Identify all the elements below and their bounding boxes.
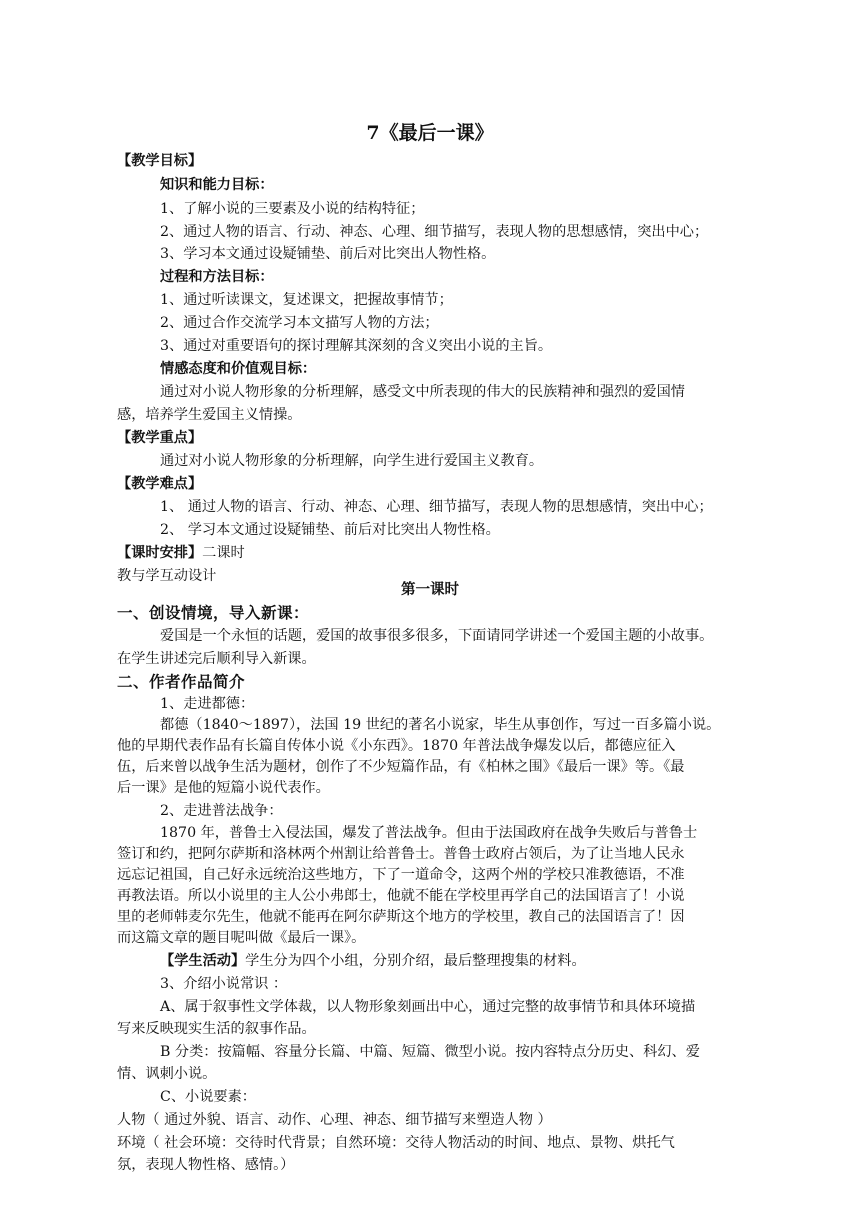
schedule-text: 二课时 <box>202 545 245 561</box>
war-line: 1870 年，普鲁士入侵法国，爆发了普法战争。但由于法国政府在战争失败后与普鲁士 <box>160 825 698 841</box>
emotion-heading: 情感态度和价值观目标： <box>160 361 317 377</box>
author-line: 伍，后来曾以战争生活为题材，创作了不少短篇作品，有《柏林之围》《最后一课》等。《最 <box>117 759 685 775</box>
schedule-heading: 【课时安排】 <box>117 545 203 561</box>
novel-b-line: B 分类：按篇幅、容量分长篇、中篇、短篇、微型小说。按内容特点分历史、科幻、爱 <box>160 1044 700 1060</box>
section1-heading: 一、创设情境，导入新课： <box>117 603 310 622</box>
activity-label: 【学生活动】 <box>160 953 246 969</box>
war-line: 里的老师韩麦尔先生，他就不能再在阿尔萨斯这个地方的学校里，教自己的法国语言了！因 <box>117 909 685 925</box>
novel-a-line: 写来反映现实生活的叙事作品。 <box>117 1021 316 1037</box>
war-heading: 2、走进普法战争： <box>160 803 283 819</box>
lesson-heading: 第一课时 <box>401 581 459 598</box>
design-line: 教与学互动设计 <box>117 568 217 584</box>
environment-line: 环境（ 社会环境：交待时代背景；自然环境：交待人物活动的时间、地点、景物、烘托气 <box>117 1135 675 1151</box>
knowledge-item: 2、通过人物的语言、行动、神态、心理、细节描写，表现人物的思想感情，突出中心； <box>160 224 709 240</box>
process-item: 2、通过合作交流学习本文描写人物的方法； <box>160 315 439 331</box>
character-line: 人物（ 通过外貌、语言、动作、心理、神态、细节描写来塑造人物 ） <box>117 1112 552 1128</box>
activity-line <box>160 951 586 971</box>
author-line: 都德（1840～1897），法国 19 世纪的著名小说家，毕生从事创作，写过一百多篇小说。 <box>160 717 721 733</box>
emotion-line: 感，培养学生爱国主义情操。 <box>117 407 302 423</box>
objectives-heading: 【教学目标】 <box>117 153 203 169</box>
war-line: 远忘记祖国，自己好永远统治这些地方，下了一道命令，这两个州的学校只准教德语，不准 <box>117 867 685 883</box>
process-heading: 过程和方法目标： <box>160 269 274 285</box>
process-item: 1、通过听读课文，复述课文，把握故事情节； <box>160 292 453 308</box>
key-text: 通过对小说人物形象的分析理解，向学生进行爱国主义教育。 <box>160 453 544 469</box>
schedule-line <box>117 543 245 563</box>
difficult-item: 1、 通过人物的语言、行动、神态、心理、细节描写，表现人物的思想感情，突出中心； <box>160 499 713 515</box>
war-line: 而这篇文章的题目呢叫做《最后一课》。 <box>117 930 366 946</box>
environment-line: 氛，表现人物性格、感情。） <box>117 1157 295 1173</box>
process-item: 3、通过对重要语句的探讨理解其深刻的含义突出小说的主旨。 <box>160 338 553 354</box>
activity-text: 学生分为四个小组，分别介绍，最后整理搜集的材料。 <box>245 953 586 969</box>
novel-b-line: 情、讽刺小说。 <box>117 1066 217 1082</box>
difficult-heading: 【教学难点】 <box>117 476 203 492</box>
author-heading: 1、走进都德： <box>160 696 255 712</box>
war-line: 签订和约，把阿尔萨斯和洛林两个州割让给普鲁士。普鲁士政府占领后，为了让当地人民永 <box>117 846 685 862</box>
novel-c-heading: C、小说要素： <box>160 1089 256 1105</box>
section1-line: 爱国是一个永恒的话题，爱国的故事很多很多，下面请同学讲述一个爱国主题的小故事。 <box>160 628 714 644</box>
knowledge-item: 1、了解小说的三要素及小说的结构特征； <box>160 201 425 217</box>
knowledge-item: 3、学习本文通过设疑铺垫、前后对比突出人物性格。 <box>160 246 496 262</box>
knowledge-heading: 知识和能力目标： <box>160 177 274 193</box>
novel-heading: 3、介绍小说常识 ： <box>160 976 288 992</box>
emotion-line: 通过对小说人物形象的分析理解，感受文中所表现的伟大的民族精神和强烈的爱国情 <box>160 384 685 400</box>
author-line: 后一课》是他的短篇小说代表作。 <box>117 780 330 796</box>
novel-a-line: A、属于叙事性文学体裁，以人物形象刻画出中心，通过完整的故事情节和具体环境描 <box>160 999 696 1015</box>
document-title: 7《最后一课》 <box>366 122 494 144</box>
author-line: 他的早期代表作品有长篇自传体小说《小东西》。1870 年普法战争爆发以后，都德应征入 <box>117 738 676 754</box>
difficult-item: 2、 学习本文通过设疑铺垫、前后对比突出人物性格。 <box>160 522 500 538</box>
section2-heading: 二、作者作品简介 <box>117 672 246 691</box>
key-heading: 【教学重点】 <box>117 430 203 446</box>
section1-line: 在学生讲述完后顺利导入新课。 <box>117 651 316 667</box>
war-line: 再教法语。所以小说里的主人公小弗郎士，他就不能在学校里再学自己的法国语言了！小说 <box>117 888 685 904</box>
